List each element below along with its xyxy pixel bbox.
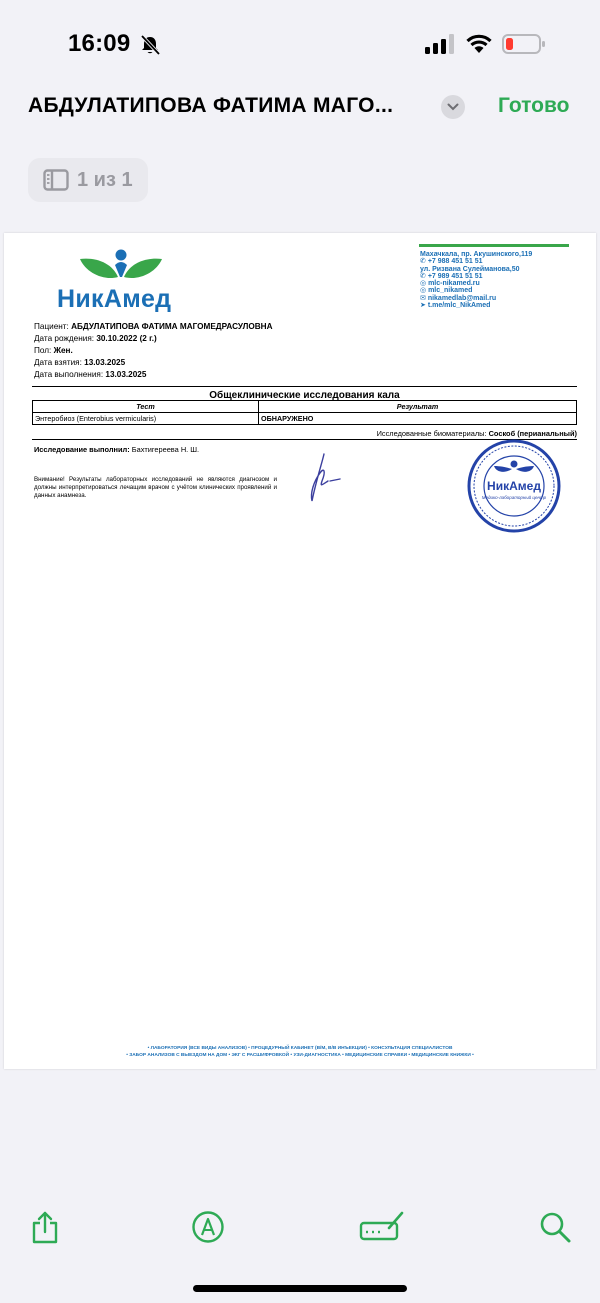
logo-text: НикАмед xyxy=(57,285,172,313)
contact-address-1: Махачкала, пр. Акушинского,119 xyxy=(420,251,533,258)
results-table xyxy=(32,400,577,425)
status-time: 16:09 xyxy=(68,30,131,57)
stamp-seal-icon xyxy=(466,438,562,534)
dob-row: Дата рождения: 30.10.2022 (2 г.) xyxy=(34,334,157,343)
patient-row: Пациент: АБДУЛАТИПОВА ФАТИМА МАГОМЕДРАСУЛОВНА xyxy=(34,322,273,331)
page-counter-label: 1 из 1 xyxy=(77,168,133,191)
signature-icon xyxy=(304,451,349,511)
column-header-test: Тест xyxy=(33,401,259,413)
table-header-row xyxy=(33,401,577,413)
share-button[interactable] xyxy=(28,1210,62,1244)
biomaterials-row: Исследованные биоматериалы: Соскоб (перианальный) xyxy=(32,429,577,440)
document-footer xyxy=(4,1045,596,1059)
chevron-down-icon xyxy=(447,103,459,111)
performer-row: Исследование выполнил: Бахтигереева Н. Ш. xyxy=(34,445,200,454)
battery-low-icon xyxy=(502,33,546,55)
contact-website[interactable]: ◎ mlc-nikamed.ru xyxy=(420,280,480,288)
patient-info xyxy=(34,321,273,381)
header-divider xyxy=(419,244,569,247)
contact-telegram[interactable]: ➤ t.me/mlc_NikAmed xyxy=(420,302,491,310)
contact-phone-1[interactable]: ✆ +7 988 451 51 51 xyxy=(420,258,483,266)
document-title: АБДУЛАТИПОВА ФАТИМА МАГО... xyxy=(28,94,394,117)
document-page[interactable] xyxy=(4,233,596,1069)
markup-button[interactable] xyxy=(191,1210,225,1244)
done-date-row: Дата выполнения: 13.03.2025 xyxy=(34,370,147,379)
search-button[interactable] xyxy=(538,1210,572,1244)
signature-button[interactable] xyxy=(359,1210,405,1244)
sidebar-icon xyxy=(43,169,69,191)
contact-instagram[interactable]: ◎ mlc_nikamed xyxy=(420,287,473,295)
stamp-text: НикАмед xyxy=(487,479,541,493)
bell-slash-icon xyxy=(139,34,161,56)
disclaimer-notice: Внимание! Результаты лабораторных исследований не являются диагнозом и должны интерпретироваться лечащим врачом с учётом клинических проявлений и данных анамнеза. xyxy=(34,476,277,499)
title-menu-button[interactable] xyxy=(441,95,465,119)
section-title: Общеклинические исследования кала xyxy=(32,386,577,401)
footer-line-1: • ЛАБОРАТОРИЯ (ВСЕ ВИДЫ АНАЛИЗОВ) • ПРОЦЕДУРНЫЙ КАБИНЕТ (В/М, В/В ИНЪЕКЦИИ) • КОНСУЛЬТАЦИЯ СПЕЦИАЛИСТОВ xyxy=(147,1046,453,1051)
home-indicator[interactable] xyxy=(193,1285,407,1292)
footer-line-2: • ЗАБОР АНАЛИЗОВ С ВЫЕЗДОМ НА ДОМ • ЭКГ С РАСШИФРОВКОЙ • УЗИ-ДИАГНОСТИКА • МЕДИЦИНСКИЕ СПРАВКИ • МЕДИЦИНСКИЕ КНИЖКИ • xyxy=(126,1053,474,1058)
contacts-block xyxy=(420,251,532,309)
done-button[interactable]: Готово xyxy=(498,94,570,117)
contact-address-2: ул. Ризвана Сулейманова,50 xyxy=(420,265,520,273)
wifi-icon xyxy=(464,32,494,54)
column-header-result: Результат xyxy=(259,401,577,413)
test-name-cell: Энтеробиоз (Enterobius vermicularis) xyxy=(33,413,259,425)
contact-phone-2[interactable]: ✆ +7 989 451 51 51 xyxy=(420,272,483,280)
contact-email[interactable]: ✉ nikamedlab@mail.ru xyxy=(420,294,497,302)
test-result-cell: ОБНАРУЖЕНО xyxy=(259,413,577,425)
stamp-subtitle: Медико-лабораторный центр xyxy=(481,495,547,500)
cellular-signal-icon xyxy=(425,34,457,54)
page-counter[interactable] xyxy=(28,158,148,202)
taken-date-row: Дата взятия: 13.03.2025 xyxy=(34,358,126,367)
status-bar xyxy=(0,0,600,90)
sex-row: Пол: Жен. xyxy=(34,346,73,355)
table-row xyxy=(33,413,577,425)
